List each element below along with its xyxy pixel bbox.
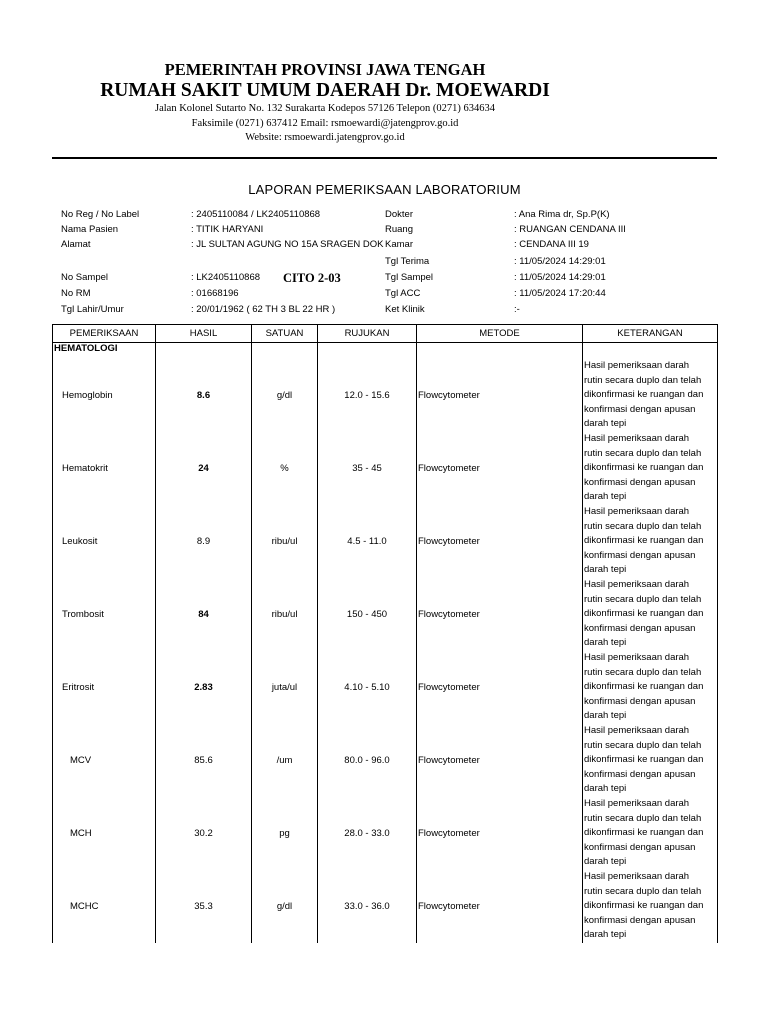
no-rm-label: No RM (61, 288, 91, 299)
column-header-hasil: HASIL (156, 325, 252, 343)
tgl-lahir-value: : 20/01/1962 ( 62 TH 3 BL 22 HR ) (191, 304, 336, 315)
hospital-address: Jalan Kolonel Sutarto No. 132 Surakarta Kodepos 57126 Telepon (0271) 634634 (155, 103, 495, 114)
tgl-terima-label: Tgl Terima (385, 256, 430, 267)
table-row (53, 724, 718, 797)
test-reference: 80.0 - 96.0 (318, 724, 417, 797)
column-header-satuan: SATUAN (252, 325, 318, 343)
column-header-pemeriksaan: PEMERIKSAAN (53, 325, 156, 343)
tgl-sampel-value: : 11/05/2024 14:29:01 (514, 272, 606, 283)
test-note: Hasil pemeriksaan darah rutin secara duplo dan telah dikonfirmasi ke ruangan dan konfirmasi dengan apusan darah tepi (583, 432, 718, 505)
test-name: Eritrosit (53, 651, 156, 724)
test-note: Hasil pemeriksaan darah rutin secara duplo dan telah dikonfirmasi ke ruangan dan konfirmasi dengan apusan darah tepi (583, 505, 718, 578)
section-row (53, 343, 718, 360)
ruang-value: : RUANGAN CENDANA III (514, 224, 626, 235)
cito-badge: CITO 2-03 (283, 271, 341, 285)
test-note: Hasil pemeriksaan darah rutin secara duplo dan telah dikonfirmasi ke ruangan dan konfirmasi dengan apusan darah tepi (583, 797, 718, 870)
hospital-name: RUMAH SAKIT UMUM DAERAH Dr. MOEWARDI (100, 80, 550, 101)
table-row (53, 578, 718, 651)
test-method: Flowcytometer (417, 578, 583, 651)
table-row (53, 870, 718, 943)
table-header-row (53, 325, 718, 343)
test-reference: 150 - 450 (318, 578, 417, 651)
test-note: Hasil pemeriksaan darah rutin secara duplo dan telah dikonfirmasi ke ruangan dan konfirmasi dengan apusan darah tepi (583, 578, 718, 651)
test-note: Hasil pemeriksaan darah rutin secara duplo dan telah dikonfirmasi ke ruangan dan konfirmasi dengan apusan darah tepi (583, 651, 718, 724)
test-note: Hasil pemeriksaan darah rutin secara duplo dan telah dikonfirmasi ke ruangan dan konfirmasi dengan apusan darah tepi (583, 359, 718, 432)
test-method: Flowcytometer (417, 359, 583, 432)
test-method: Flowcytometer (417, 724, 583, 797)
test-result: 84 (156, 578, 252, 651)
no-sampel-value: : LK2405110868 (191, 272, 261, 283)
test-unit: ribu/ul (252, 505, 318, 578)
tgl-terima-value: : 11/05/2024 14:29:01 (514, 256, 606, 267)
test-name: Trombosit (53, 578, 156, 651)
test-unit: % (252, 432, 318, 505)
no-reg-label: No Reg / No Label (61, 209, 140, 220)
section-hematologi: HEMATOLOGI (53, 343, 156, 360)
test-unit: g/dl (252, 359, 318, 432)
no-sampel-label: No Sampel (61, 272, 108, 283)
table-row (53, 797, 718, 870)
test-reference: 28.0 - 33.0 (318, 797, 417, 870)
test-unit: ribu/ul (252, 578, 318, 651)
test-reference: 35 - 45 (318, 432, 417, 505)
test-reference: 4.10 - 5.10 (318, 651, 417, 724)
tgl-acc-value: : 11/05/2024 17:20:44 (514, 288, 606, 299)
table-row (53, 505, 718, 578)
no-reg-value: : 2405110084 / LK2405110868 (191, 209, 321, 220)
test-note: Hasil pemeriksaan darah rutin secara duplo dan telah dikonfirmasi ke ruangan dan konfirmasi dengan apusan darah tepi (583, 870, 718, 943)
test-unit: /um (252, 724, 318, 797)
lab-results-table (52, 324, 718, 943)
test-reference: 4.5 - 11.0 (318, 505, 417, 578)
kamar-value: : CENDANA III 19 (514, 239, 589, 250)
test-name: MCH (53, 797, 156, 870)
tgl-lahir-label: Tgl Lahir/Umur (61, 304, 124, 315)
test-result: 35.3 (156, 870, 252, 943)
test-unit: pg (252, 797, 318, 870)
test-method: Flowcytometer (417, 432, 583, 505)
column-header-metode: METODE (417, 325, 583, 343)
report-title: LAPORAN PEMERIKSAAN LABORATORIUM (248, 182, 521, 197)
table-row (53, 359, 718, 432)
test-result: 30.2 (156, 797, 252, 870)
test-name: Hemoglobin (53, 359, 156, 432)
kamar-label: Kamar (385, 239, 413, 250)
test-name: Leukosit (53, 505, 156, 578)
column-header-rujukan: RUJUKAN (318, 325, 417, 343)
test-unit: juta/ul (252, 651, 318, 724)
test-result: 85.6 (156, 724, 252, 797)
ket-klinik-value: :- (514, 304, 520, 315)
tgl-sampel-label: Tgl Sampel (385, 272, 434, 283)
test-method: Flowcytometer (417, 870, 583, 943)
alamat-value: : JL SULTAN AGUNG NO 15A SRAGEN DOK (191, 239, 384, 250)
ket-klinik-label: Ket Klinik (385, 304, 425, 315)
dokter-label: Dokter (385, 209, 413, 220)
test-unit: g/dl (252, 870, 318, 943)
test-name: MCV (53, 724, 156, 797)
test-method: Flowcytometer (417, 505, 583, 578)
nama-pasien-label: Nama Pasien (61, 224, 119, 235)
test-result: 8.9 (156, 505, 252, 578)
test-result: 2.83 (156, 651, 252, 724)
ruang-label: Ruang (385, 224, 413, 235)
table-row (53, 651, 718, 724)
test-method: Flowcytometer (417, 797, 583, 870)
hospital-fax-email: Faksimile (0271) 637412 Email: rsmoewardi@jatengprov.go.id (191, 118, 459, 129)
government-name: PEMERINTAH PROVINSI JAWA TENGAH (164, 60, 486, 79)
header-divider (52, 157, 717, 159)
alamat-label: Alamat (61, 239, 91, 250)
hospital-website: Website: rsmoewardi.jatengprov.go.id (245, 132, 405, 143)
column-header-keterangan: KETERANGAN (583, 325, 718, 343)
nama-pasien-value: : TITIK HARYANI (191, 224, 264, 235)
no-rm-value: : 01668196 (191, 288, 239, 299)
test-reference: 12.0 - 15.6 (318, 359, 417, 432)
test-result: 8.6 (156, 359, 252, 432)
dokter-value: : Ana Rima dr, Sp.P(K) (514, 209, 610, 220)
table-row (53, 432, 718, 505)
test-name: MCHC (53, 870, 156, 943)
test-name: Hematokrit (53, 432, 156, 505)
tgl-acc-label: Tgl ACC (385, 288, 421, 299)
test-note: Hasil pemeriksaan darah rutin secara duplo dan telah dikonfirmasi ke ruangan dan konfirmasi dengan apusan darah tepi (583, 724, 718, 797)
test-method: Flowcytometer (417, 651, 583, 724)
test-reference: 33.0 - 36.0 (318, 870, 417, 943)
test-result: 24 (156, 432, 252, 505)
